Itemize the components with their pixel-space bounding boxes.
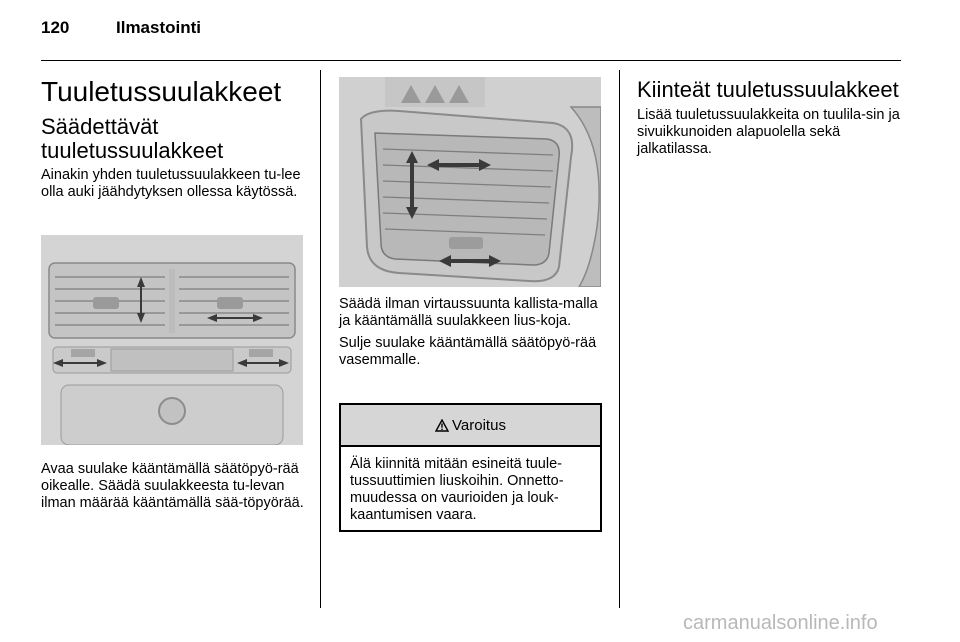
direction-paragraph: Säädä ilman virtaussuunta kallista-malla ja kääntämällä suulakkeen lius-koja. (339, 296, 598, 329)
center-vents-illustration (41, 235, 303, 445)
dashboard-vents-drawing (41, 235, 303, 445)
warning-box (339, 403, 602, 532)
fixed-vents-title: Kiinteät tuuletussuulakkeet (637, 77, 899, 102)
intro-paragraph: Ainakin yhden tuuletussuulakkeen tu-lee olla auki jäähdytyksen ollessa käytössä. (41, 167, 301, 200)
left-column-lower (41, 461, 309, 512)
page-number: 120 (41, 18, 70, 37)
close-vent-paragraph: Sulje suulake kääntämällä säätöpyö-rää vasemmalle. (339, 335, 597, 368)
column-divider-right (619, 70, 620, 608)
watermark: carmanualsonline.info (683, 612, 878, 634)
middle-column-text (339, 296, 601, 369)
left-column (41, 76, 309, 201)
side-vent-drawing (339, 77, 601, 287)
chapter-title: Ilmastointi (116, 18, 202, 37)
warning-text: Älä kiinnitä mitään esineitä tuule-tussuuttimien liuskoihin. Onnetto-muudessa on vaurioiden ja louk-kaantumisen vaara. (350, 456, 564, 523)
column-divider-left (320, 70, 321, 608)
right-column (637, 78, 902, 158)
fixed-vents-paragraph: Lisää tuuletussuulakkeita on tuulila-sin ja sivuikkunoiden alapuolella sekä jalkatilassa. (637, 107, 900, 157)
warning-header (341, 405, 600, 447)
section-title: Tuuletussuulakkeet (41, 76, 282, 107)
warning-triangle-icon (435, 419, 449, 432)
subsection-title: Säädettävät tuuletussuulakkeet (41, 114, 224, 163)
warning-content (341, 447, 600, 532)
open-vent-paragraph: Avaa suulake kääntämällä säätöpyö-rää oikealle. Säädä suulakkeesta tu-levan ilman määrää kääntämällä sää-töpyörää. (41, 461, 304, 511)
header-rule (41, 60, 901, 61)
warning-title: Varoitus (452, 416, 506, 434)
side-vent-illustration (339, 77, 601, 287)
